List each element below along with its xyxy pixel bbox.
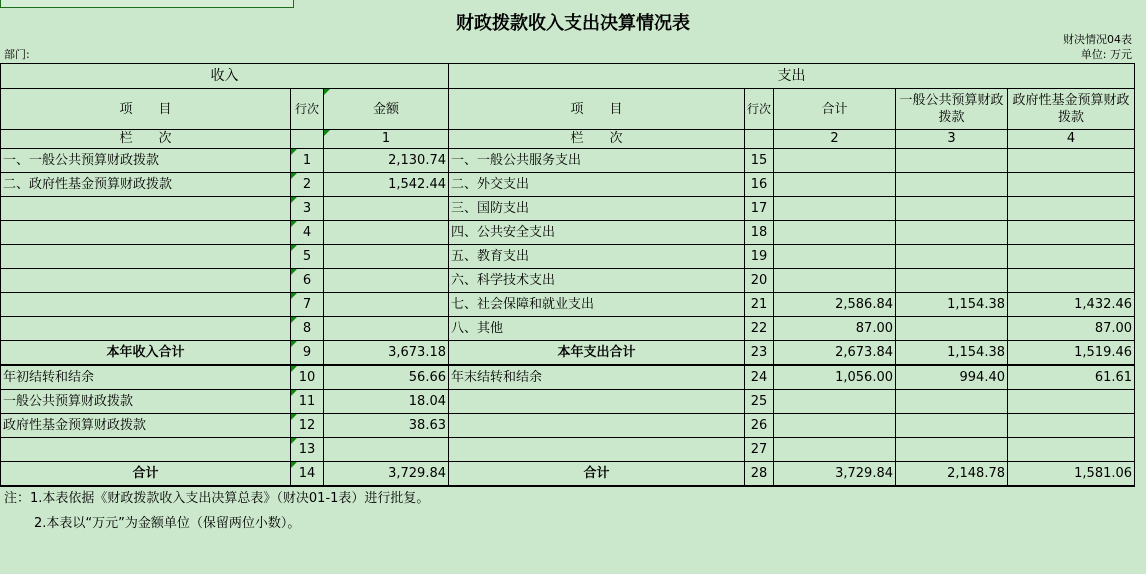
income-item-cell[interactable]: 年初结转和结余: [1, 365, 291, 390]
expense-row-no-cell[interactable]: 19: [745, 245, 774, 269]
income-amount-cell[interactable]: 38.63: [324, 414, 449, 438]
income-row-no-cell[interactable]: 3: [291, 197, 324, 221]
income-item-cell[interactable]: [1, 317, 291, 341]
table-row: [1, 269, 1135, 293]
expense-fund-cell[interactable]: [1008, 245, 1135, 269]
expense-fund-cell[interactable]: [1008, 221, 1135, 245]
income-item-cell[interactable]: [1, 269, 291, 293]
general-header: 一般公共预算财政拨款: [896, 89, 1008, 130]
expense-total-cell[interactable]: 2,673.84: [774, 341, 896, 366]
income-item-cell[interactable]: [1, 438, 291, 462]
expense-item-cell[interactable]: 四、公共安全支出: [449, 221, 745, 245]
table-row: [1, 173, 1135, 197]
dept-label: 部门:: [4, 48, 30, 61]
income-row-no-cell[interactable]: 12: [291, 414, 324, 438]
expense-general-cell[interactable]: [896, 390, 1008, 414]
expense-rowno-header: 行次: [745, 89, 774, 130]
expense-item-header: 项 目: [449, 89, 745, 130]
expense-total-cell[interactable]: [774, 221, 896, 245]
expense-item-cell[interactable]: 三、国防支出: [449, 197, 745, 221]
income-amount-cell[interactable]: 3,729.84: [324, 462, 449, 487]
selected-cell[interactable]: [0, 0, 294, 8]
expense-general-cell[interactable]: [896, 197, 1008, 221]
col-num-1: 1: [324, 130, 449, 149]
table-row: [1, 149, 1135, 173]
income-row-no-cell[interactable]: 14: [291, 462, 324, 487]
expense-fund-cell[interactable]: 87.00: [1008, 317, 1135, 341]
expense-general-cell[interactable]: [896, 245, 1008, 269]
expense-general-cell[interactable]: [896, 173, 1008, 197]
expense-row-no-cell[interactable]: 26: [745, 414, 774, 438]
income-row-no-cell[interactable]: 4: [291, 221, 324, 245]
income-row-no-cell[interactable]: 8: [291, 317, 324, 341]
expense-fund-cell[interactable]: 61.61: [1008, 365, 1135, 390]
unit-label: 单位: 万元: [1080, 48, 1132, 61]
form-ref: 财决情况04表: [1063, 33, 1132, 46]
table-row: [1, 317, 1135, 341]
income-amount-cell[interactable]: [324, 221, 449, 245]
expense-fund-cell[interactable]: [1008, 173, 1135, 197]
expense-general-cell[interactable]: 1,154.38: [896, 341, 1008, 366]
total-header: 合计: [774, 89, 896, 130]
expense-row-no-cell[interactable]: 28: [745, 462, 774, 487]
income-amount-cell[interactable]: [324, 197, 449, 221]
expense-fund-cell[interactable]: 1,432.46: [1008, 293, 1135, 317]
table-row: [1, 462, 1135, 487]
expense-total-cell[interactable]: [774, 245, 896, 269]
expense-fund-cell[interactable]: [1008, 414, 1135, 438]
table-row: [1, 438, 1135, 462]
expense-item-cell[interactable]: [449, 414, 745, 438]
income-row-no-cell[interactable]: 13: [291, 438, 324, 462]
notes: [4, 486, 429, 536]
col-num-3: 3: [896, 130, 1008, 149]
page-title: 财政拨款收入支出决算情况表: [456, 13, 690, 34]
expense-row-no-cell[interactable]: 21: [745, 293, 774, 317]
expense-total-cell[interactable]: 1,056.00: [774, 365, 896, 390]
income-amount-cell[interactable]: 3,673.18: [324, 341, 449, 366]
income-amount-cell[interactable]: [324, 293, 449, 317]
income-item-cell[interactable]: 本年收入合计: [1, 341, 291, 366]
table-row: [1, 365, 1135, 390]
fund-header: 政府性基金预算财政拨款: [1008, 89, 1135, 130]
col-label-right: 栏 次: [449, 130, 745, 149]
income-row-no-cell[interactable]: 10: [291, 365, 324, 390]
income-header: 收入: [1, 64, 449, 89]
expense-fund-cell[interactable]: 1,581.06: [1008, 462, 1135, 487]
table-row: [1, 197, 1135, 221]
expense-fund-cell[interactable]: [1008, 197, 1135, 221]
expense-general-cell[interactable]: 994.40: [896, 365, 1008, 390]
income-row-no-cell[interactable]: 1: [291, 149, 324, 173]
expense-row-no-cell[interactable]: 22: [745, 317, 774, 341]
expense-general-cell[interactable]: [896, 149, 1008, 173]
expense-item-cell[interactable]: 五、教育支出: [449, 245, 745, 269]
table-row: [1, 390, 1135, 414]
expense-item-cell[interactable]: 七、社会保障和就业支出: [449, 293, 745, 317]
expense-total-cell[interactable]: 87.00: [774, 317, 896, 341]
income-amount-cell[interactable]: 56.66: [324, 365, 449, 390]
income-item-cell[interactable]: 一般公共预算财政拨款: [1, 390, 291, 414]
col-num-4: 4: [1008, 130, 1135, 149]
table-row: [1, 341, 1135, 366]
table-row: [1, 414, 1135, 438]
expense-fund-cell[interactable]: [1008, 390, 1135, 414]
expense-fund-cell[interactable]: [1008, 269, 1135, 293]
income-row-no-cell[interactable]: 2: [291, 173, 324, 197]
expense-total-cell[interactable]: [774, 390, 896, 414]
income-item-cell[interactable]: [1, 221, 291, 245]
expense-fund-cell[interactable]: [1008, 438, 1135, 462]
income-item-cell[interactable]: 二、政府性基金预算财政拨款: [1, 173, 291, 197]
expense-item-cell[interactable]: 一、一般公共服务支出: [449, 149, 745, 173]
expense-general-cell[interactable]: [896, 414, 1008, 438]
income-amount-cell[interactable]: [324, 438, 449, 462]
expense-row-no-cell[interactable]: 16: [745, 173, 774, 197]
expense-total-cell[interactable]: [774, 197, 896, 221]
col-label-blank-left: [291, 130, 324, 149]
note-2: 2.本表以“万元”为金额单位（保留两位小数）。: [34, 516, 301, 531]
expense-general-cell[interactable]: [896, 438, 1008, 462]
expense-row-no-cell[interactable]: 25: [745, 390, 774, 414]
income-rowno-header: 行次: [291, 89, 324, 130]
income-row-no-cell[interactable]: 11: [291, 390, 324, 414]
expense-fund-cell[interactable]: 1,519.46: [1008, 341, 1135, 366]
income-row-no-cell[interactable]: 6: [291, 269, 324, 293]
expense-general-cell[interactable]: 2,148.78: [896, 462, 1008, 487]
income-amount-cell[interactable]: 18.04: [324, 390, 449, 414]
table-row: [1, 221, 1135, 245]
expense-total-cell[interactable]: [774, 173, 896, 197]
expense-total-cell[interactable]: 3,729.84: [774, 462, 896, 487]
expense-header: 支出: [449, 64, 1135, 89]
expense-item-cell[interactable]: 年末结转和结余: [449, 365, 745, 390]
table-row: [1, 293, 1135, 317]
expense-fund-cell[interactable]: [1008, 149, 1135, 173]
expense-total-cell[interactable]: [774, 149, 896, 173]
expense-item-cell[interactable]: 八、其他: [449, 317, 745, 341]
expense-row-no-cell[interactable]: 17: [745, 197, 774, 221]
expense-row-no-cell[interactable]: 18: [745, 221, 774, 245]
expense-general-cell[interactable]: [896, 317, 1008, 341]
amount-header: 金额: [324, 89, 449, 130]
col-num-2: 2: [774, 130, 896, 149]
expense-total-cell[interactable]: [774, 269, 896, 293]
expense-general-cell[interactable]: [896, 269, 1008, 293]
expense-item-cell[interactable]: [449, 438, 745, 462]
expense-row-no-cell[interactable]: 27: [745, 438, 774, 462]
income-amount-cell[interactable]: [324, 245, 449, 269]
expense-item-cell[interactable]: 六、科学技术支出: [449, 269, 745, 293]
income-item-cell[interactable]: [1, 245, 291, 269]
expense-general-cell[interactable]: [896, 221, 1008, 245]
income-item-cell[interactable]: 政府性基金预算财政拨款: [1, 414, 291, 438]
income-item-cell[interactable]: [1, 197, 291, 221]
expense-item-cell[interactable]: 二、外交支出: [449, 173, 745, 197]
col-label-blank-right: [745, 130, 774, 149]
expense-row-no-cell[interactable]: 24: [745, 365, 774, 390]
col-label-left: 栏 次: [1, 130, 291, 149]
income-amount-cell[interactable]: 1,542.44: [324, 173, 449, 197]
note-1: 注：1.本表依据《财政拨款收入支出决算总表》（财决01-1表）进行批复。: [4, 491, 430, 506]
expense-item-cell[interactable]: 本年支出合计: [449, 341, 745, 366]
expense-row-no-cell[interactable]: 20: [745, 269, 774, 293]
expense-total-cell[interactable]: 2,586.84: [774, 293, 896, 317]
income-row-no-cell[interactable]: 5: [291, 245, 324, 269]
income-item-cell[interactable]: [1, 293, 291, 317]
income-item-cell[interactable]: 合计: [1, 462, 291, 487]
income-amount-cell[interactable]: [324, 269, 449, 293]
expense-item-cell[interactable]: [449, 390, 745, 414]
expense-item-cell[interactable]: 合计: [449, 462, 745, 487]
income-item-header: 项 目: [1, 89, 291, 130]
budget-table: [0, 63, 1135, 487]
income-row-no-cell[interactable]: 9: [291, 341, 324, 366]
expense-row-no-cell[interactable]: 23: [745, 341, 774, 366]
income-item-cell[interactable]: 一、一般公共预算财政拨款: [1, 149, 291, 173]
table-row: [1, 245, 1135, 269]
income-row-no-cell[interactable]: 7: [291, 293, 324, 317]
expense-general-cell[interactable]: 1,154.38: [896, 293, 1008, 317]
expense-total-cell[interactable]: [774, 438, 896, 462]
income-amount-cell[interactable]: 2,130.74: [324, 149, 449, 173]
income-amount-cell[interactable]: [324, 317, 449, 341]
expense-row-no-cell[interactable]: 15: [745, 149, 774, 173]
expense-total-cell[interactable]: [774, 414, 896, 438]
